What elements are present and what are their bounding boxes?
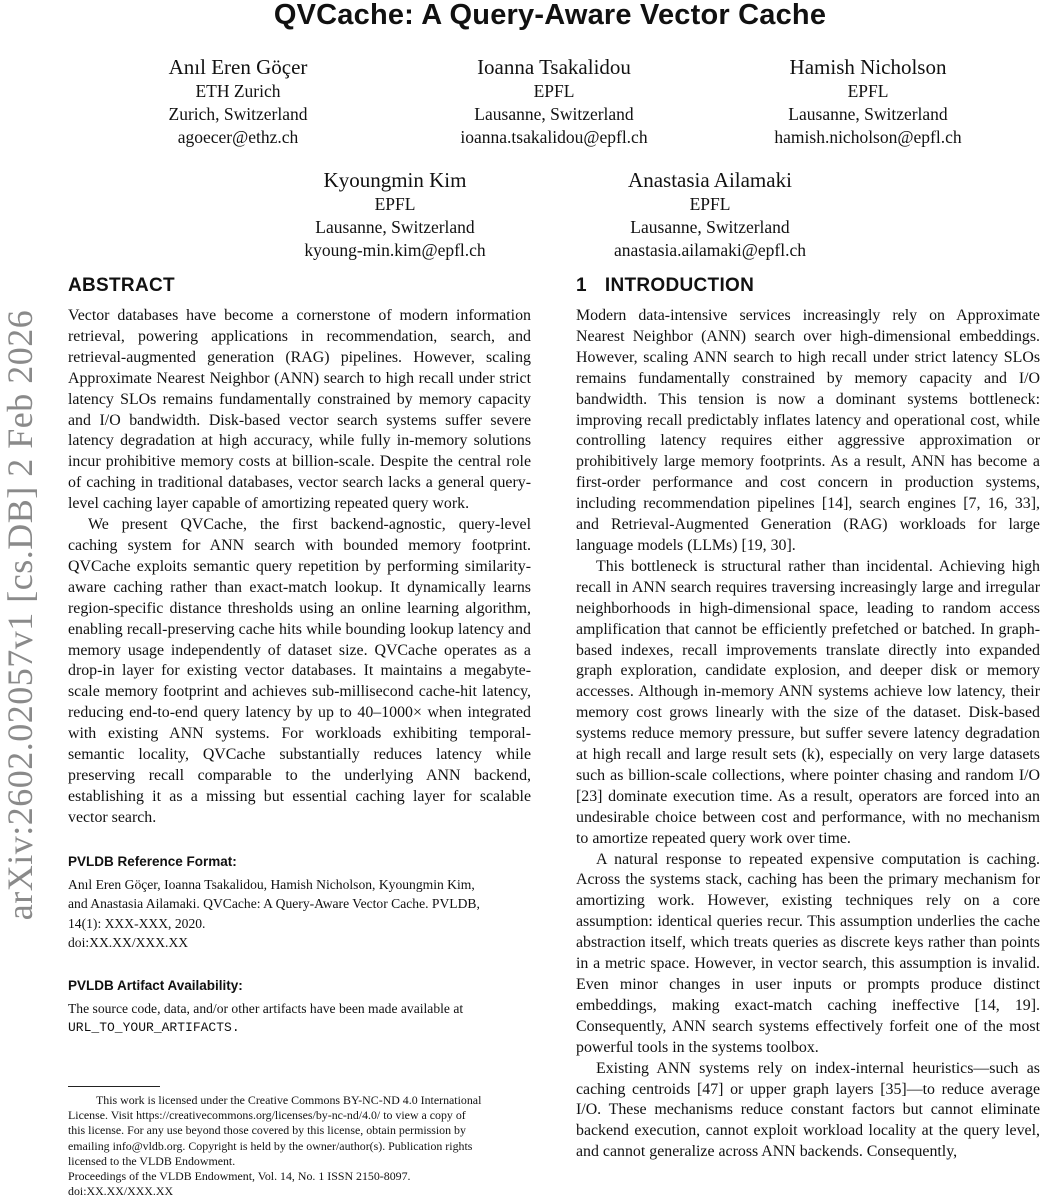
artifact-availability	[68, 999, 531, 1038]
author-affiliation: EPFL	[847, 81, 889, 101]
author-name: Hamish Nicholson	[789, 55, 947, 79]
author-block	[235, 167, 555, 262]
intro-paragraph: Modern data-intensive services increasingly rely on Approximate Nearest Neighbor (ANN) search over high-dimensional embeddings. However, scaling ANN search to high recall under strict latency SLOs remains fundamentally constrained by memory capacity and I/O bandwidth. This tension is now a dominant systems bottleneck: improving recall predictably inflates latency and operational cost, while controlling latency requires either aggressive approximation or prohibitively large memory footprints. As a result, ANN has become a first-order performance and cost concern in production systems, including recommendation pipelines [14], search engines [7, 16, 33], and Retrieval-Augmented Generation (RAG) workloads for large language models (LLMs) [19, 30].	[576, 307, 1040, 554]
license-footnote	[68, 1086, 538, 1199]
reference-line: and Anastasia Ailamaki. QVCache: A Query-Aware Vector Cache. PVLDB,	[68, 896, 480, 912]
footnote-line: licensed to the VLDB Endowment.	[68, 1153, 236, 1168]
author-location: Lausanne, Switzerland	[788, 104, 948, 124]
author-block	[708, 54, 1028, 149]
author-block	[394, 54, 714, 149]
artifact-heading: PVLDB Artifact Availability:	[68, 977, 243, 993]
paper-title: QVCache: A Query-Aware Vector Cache	[273, 0, 827, 31]
arxiv-sidebar	[0, 265, 48, 965]
author-block	[78, 54, 398, 149]
reference-line: 14(1): XXX-XXX, 2020.	[68, 915, 206, 931]
author-affiliation: EPFL	[374, 194, 416, 214]
author-name: Anıl Eren Göçer	[168, 55, 308, 79]
footnote-line: this license. For any use beyond those covered by this license, obtain permission by	[68, 1123, 466, 1138]
abstract-paragraph: We present QVCache, the first backend-agnostic, query-level caching system for ANN search with bounded memory footprint. QVCache exploits semantic query repetition by performing similarity-aware caching rather than exact-match lookup. It dynamically learns region-specific distance thresholds using an online learning algorithm, enabling recall-preserving cache hits while bounding lookup latency and memory usage independently of dataset size. QVCache operates as a drop-in layer for existing vector databases. It maintains a megabyte-scale memory footprint and achieves sub-millisecond cache-hit latency, reducing end-to-end query latency by up to 40–1000× when integrated with existing ANN systems. For workloads exhibiting temporal-semantic locality, QVCache substantially reduces latency while preserving recall comparable to the underlying ANN backend, establishing it as a missing but essential caching layer for scalable vector search.	[68, 516, 531, 826]
footnote-line: doi:XX.XX/XXX.XX	[68, 1184, 174, 1199]
author-affiliation: EPFL	[533, 81, 575, 101]
footnote-line: emailing info@vldb.org. Copyright is held by the owner/author(s). Publication rights	[68, 1138, 473, 1153]
author-email[interactable]: ioanna.tsakalidou@epfl.ch	[460, 127, 648, 147]
author-email[interactable]: agoecer@ethz.ch	[177, 127, 299, 147]
section-title: INTRODUCTION	[604, 275, 755, 296]
author-location: Lausanne, Switzerland	[474, 104, 634, 124]
introduction-heading	[576, 274, 1040, 298]
artifact-url[interactable]: URL_TO_YOUR_ARTIFACTS.	[68, 1020, 240, 1036]
author-location: Lausanne, Switzerland	[630, 217, 790, 237]
author-affiliation: EPFL	[689, 194, 731, 214]
author-name: Ioanna Tsakalidou	[477, 55, 631, 79]
footnote-line: License. Visit https://creativecommons.org/licenses/by-nc-nd/4.0/ to view a copy of	[68, 1108, 466, 1123]
intro-paragraph: A natural response to repeated expensive computation is caching. Across the systems stack, caching has been the primary mechanism for amortizing work. However, existing techniques rely on a core assumption: identical queries recur. This assumption underlies the cache abstraction itself, which treats queries as discrete keys rather than points in a metric space. However, in vector search, this assumption is invalid. Even minor changes in user inputs or prompts produce distinct embeddings, making exact-match caching ineffective [14, 19]. Consequently, ANN search systems effectively forfeit one of the most powerful tools in the systems toolbox.	[576, 850, 1040, 1056]
footnote-rule	[68, 1086, 160, 1087]
intro-paragraph: Existing ANN systems rely on index-internal heuristics—such as caching centroids [47] or upper graph layers [35]—to reduce average I/O. These mechanisms reduce constant factors but cannot eliminate backend execution, cannot exploit workload locality at the query level, and cannot generalize across ANN backends. Consequently,	[576, 1059, 1040, 1161]
left-column	[68, 274, 531, 1038]
section-number: 1	[576, 275, 587, 296]
author-email[interactable]: anastasia.ailamaki@epfl.ch	[613, 240, 806, 260]
author-name: Anastasia Ailamaki	[628, 168, 792, 192]
reference-format	[68, 875, 531, 953]
reference-format-heading: PVLDB Reference Format:	[68, 853, 237, 869]
abstract-heading: ABSTRACT	[68, 275, 175, 296]
author-affiliation: ETH Zurich	[195, 81, 281, 101]
reference-doi: doi:XX.XX/XXX.XX	[68, 935, 189, 951]
author-location: Zurich, Switzerland	[168, 104, 308, 124]
abstract-paragraph: Vector databases have become a cornerstone of modern information retrieval, powering applications in recommendation, search, and retrieval-augmented generation (RAG) pipelines. However, scaling Approximate Nearest Neighbor (ANN) search to high recall under strict latency SLOs remains fundamentally constrained by memory capacity and I/O bandwidth. Disk-based vector search systems suffer severe latency degradation at high accuracy, while fully in-memory solutions incur prohibitive memory costs at billion-scale. Despite the central role of caching in traditional databases, vector search lacks a general query-level caching layer capable of amortizing repeated query work.	[68, 307, 531, 513]
footnote-line: Proceedings of the VLDB Endowment, Vol. 14, No. 1 ISSN 2150-8097.	[68, 1169, 411, 1184]
author-block	[550, 167, 870, 262]
intro-paragraph: This bottleneck is structural rather than incidental. Achieving high recall in ANN search requires traversing increasingly large and irregular neighborhoods in high-dimensional space, leading to random access amplification that cannot be efficiently prefetched or batched. In graph-based indexes, recall improvements translate directly into expanded graph exploration, candidate explosion, and deeper disk or memory accesses. Although in-memory ANN systems achieve low latency, their memory cost grows linearly with the size of the dataset. Disk-based systems reduce memory pressure, but suffer severe latency degradation at high recall and large result sets (k), especially on very large datasets such as billion-scale collections, where pointer chasing and random I/O [23] dominate execution time. As a result, operators are forced into an undesirable choice between cost and performance, with no mechanism to amortize repeated query work over time.	[576, 557, 1040, 847]
arxiv-identifier: arXiv:2602.02057v1 [cs.DB] 2 Feb 2026	[0, 309, 40, 921]
author-name: Kyoungmin Kim	[323, 168, 467, 192]
author-email[interactable]: kyoung-min.kim@epfl.ch	[304, 240, 486, 260]
author-email[interactable]: hamish.nicholson@epfl.ch	[774, 127, 962, 147]
right-column	[576, 274, 1040, 1163]
reference-line: Anıl Eren Göçer, Ioanna Tsakalidou, Hamish Nicholson, Kyoungmin Kim,	[68, 876, 475, 892]
artifact-text: The source code, data, and/or other artifacts have been made available at	[68, 1000, 464, 1016]
author-location: Lausanne, Switzerland	[315, 217, 475, 237]
footnote-line: This work is licensed under the Creative Commons BY-NC-ND 4.0 International	[96, 1093, 482, 1107]
